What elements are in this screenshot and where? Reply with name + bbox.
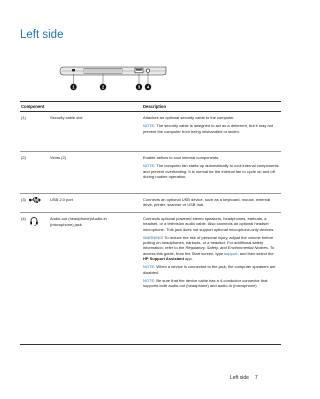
page-number: 7 (254, 375, 258, 381)
warning-text: , and then select the (237, 250, 274, 256)
note (143, 163, 280, 179)
note (143, 278, 280, 289)
note-text: The security cable is designed to act as a deterrent, but it may not prevent the computer from being mishandled or stolen. (143, 123, 274, 134)
note-label: NOTE: (143, 277, 156, 283)
support-keyword-link[interactable]: support (224, 250, 238, 256)
usb-icon (29, 197, 41, 203)
callout-3 (136, 84, 142, 90)
footer-section: Left side (230, 375, 249, 381)
header-component: Component (21, 103, 45, 109)
note-text: When a device is connected to the jack, the computer speakers are disabled. (143, 264, 276, 275)
note-label: NOTE: (143, 123, 156, 129)
component-name: Vents (2) (50, 155, 67, 160)
note (143, 123, 280, 134)
component-name: Audio-out (headphone)/Audio-in (microphone) jack (50, 216, 107, 227)
laptop-left-side-illustration (58, 54, 168, 94)
note-text: Be sure that the device cable has a 4-conductor connector that supports both audio-out (headphone) and audio-in (microphone). (143, 277, 268, 289)
warning-label: WARNING! (143, 234, 164, 240)
page-title: Left side (20, 29, 64, 41)
component-description (143, 197, 280, 208)
description-text: Attaches an optional security cable to the computer. (143, 115, 235, 120)
svg-text:4: 4 (146, 84, 150, 90)
note-text: The computer fan starts up automatically to cool internal components and prevent overheating. It is normal for the internal fan to cycle on and off during routine operation. (143, 163, 279, 179)
table-row (20, 213, 281, 345)
headphone-icon (29, 216, 39, 226)
callout-2 (100, 84, 106, 90)
table-row (20, 152, 281, 194)
component-description (143, 155, 280, 179)
table-header (20, 101, 281, 112)
components-table (20, 101, 281, 345)
description-text: Connects optional powered stereo speakers, headphones, earbuds, a headset, or a television audio cable. Also connects an optional headset microphone. This jack does not support optional microphone-only devices. (143, 216, 275, 232)
security-slot-icon (72, 69, 75, 71)
callout-1 (70, 84, 76, 90)
audio-jack-icon (146, 69, 149, 72)
description-text: Enable airflow to cool internal components. (143, 155, 220, 160)
row-number: (1) (21, 115, 26, 120)
row-number: (3) (21, 197, 26, 202)
warning-text: To reduce the risk of personal injury, adjust the volume before putting on headphones, earbuds, or a headset. For additional safety information, refer to the (143, 234, 274, 251)
table-row (20, 112, 281, 152)
note (143, 264, 280, 275)
page-footer (230, 375, 258, 381)
callout-4 (145, 84, 151, 90)
component-description (143, 115, 280, 134)
svg-text:1: 1 (72, 84, 75, 90)
table-row (20, 194, 281, 213)
svg-text:3: 3 (137, 84, 141, 90)
header-description: Description (143, 103, 167, 109)
description-text: Connects an optional USB device, such as a keyboard, mouse, external drive, printer, scanner or USB hub. (143, 197, 271, 208)
note-label: NOTE: (143, 264, 156, 270)
hp-support-assistant-label: HP Support Assistant (143, 256, 184, 262)
component-description (143, 216, 280, 289)
component-name: Security cable slot (50, 115, 83, 120)
warning-text: app. (185, 256, 193, 262)
vents-icon (84, 68, 122, 73)
svg-text:2: 2 (101, 84, 105, 90)
warning-text: To access this guide, from the Start screen, type (143, 245, 275, 256)
note-label: NOTE: (143, 163, 156, 169)
guide-title: Regulatory, Safety, and Environmental Notices. (185, 245, 269, 251)
component-name: USB 2.0 port (50, 197, 73, 202)
warning (143, 235, 280, 261)
row-number: (4) (21, 216, 26, 221)
row-number: (2) (21, 155, 26, 160)
